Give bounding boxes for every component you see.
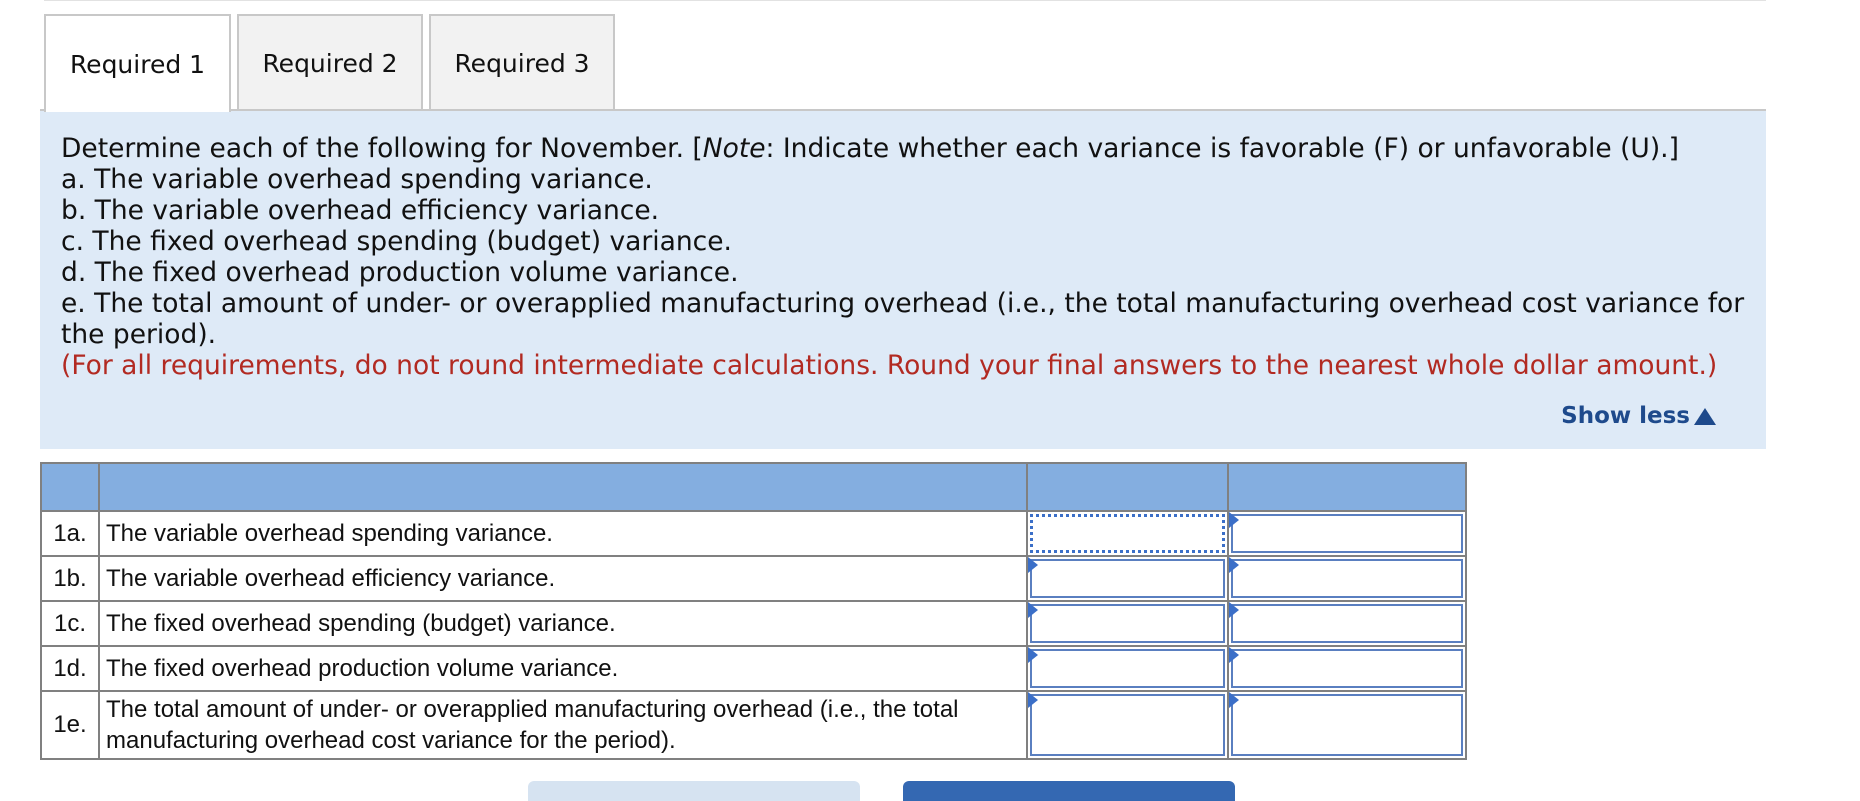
- row-id: 1a.: [41, 511, 99, 556]
- dropdown-flag-icon: [1229, 692, 1239, 708]
- amount-input-1d[interactable]: [1030, 649, 1225, 688]
- table-row: [41, 556, 1466, 601]
- fu-select-1d[interactable]: [1231, 649, 1463, 688]
- fu-cell: [1228, 601, 1466, 646]
- amount-cell: [1027, 556, 1228, 601]
- instruction-item-b: b. The variable overhead efficiency variance.: [61, 195, 660, 226]
- dropdown-flag-icon: [1028, 557, 1038, 573]
- amount-input-1c[interactable]: [1030, 604, 1225, 643]
- header-cell-fu: [1228, 463, 1466, 511]
- instruction-lead: Determine each of the following for November. [Note: Indicate whether each variance is favorable (F) or unfavorable (U).]: [61, 133, 1679, 164]
- table-row: [41, 646, 1466, 691]
- instruction-item-c: c. The fixed overhead spending (budget) variance.: [61, 226, 732, 257]
- header-cell-amount: [1027, 463, 1228, 511]
- header-cell-description: [99, 463, 1027, 511]
- previous-button[interactable]: [528, 781, 860, 801]
- instruction-item-a: a. The variable overhead spending variance.: [61, 164, 653, 195]
- row-label: The fixed overhead spending (budget) variance.: [99, 601, 1027, 646]
- fu-cell: [1228, 691, 1466, 759]
- show-less-link[interactable]: [1561, 401, 1716, 432]
- table-row: [41, 511, 1466, 556]
- fu-select-1a[interactable]: [1231, 514, 1463, 553]
- header-cell-id: [41, 463, 99, 511]
- dropdown-flag-icon: [1229, 647, 1239, 663]
- fu-select-1b[interactable]: [1231, 559, 1463, 598]
- fu-select-1e[interactable]: [1231, 694, 1463, 756]
- top-divider: [44, 0, 1766, 1]
- fu-cell: [1228, 646, 1466, 691]
- tab-required-1[interactable]: Required 1: [44, 14, 231, 112]
- fu-select-1c[interactable]: [1231, 604, 1463, 643]
- dropdown-flag-icon: [1028, 602, 1038, 618]
- rounding-note: (For all requirements, do not round intermediate calculations. Round your final answers to the nearest whole dollar amount.): [61, 350, 1718, 381]
- dropdown-flag-icon: [1229, 557, 1239, 573]
- row-label: The variable overhead efficiency variance.: [99, 556, 1027, 601]
- amount-cell: [1027, 511, 1228, 556]
- table-header-row: [41, 463, 1466, 511]
- dropdown-flag-icon: [1028, 647, 1038, 663]
- instruction-item-d: d. The fixed overhead production volume variance.: [61, 257, 739, 288]
- fu-cell: [1228, 511, 1466, 556]
- row-label: The total amount of under- or overapplied manufacturing overhead (i.e., the total manufacturing overhead cost variance for the period).: [99, 691, 1027, 759]
- amount-input-1a[interactable]: [1030, 514, 1225, 553]
- answer-table: [40, 462, 1467, 760]
- note-word: Note: [702, 133, 766, 164]
- amount-input-1b[interactable]: [1030, 559, 1225, 598]
- amount-input-1e[interactable]: [1030, 694, 1225, 756]
- fu-cell: [1228, 556, 1466, 601]
- dropdown-flag-icon: [1028, 692, 1038, 708]
- amount-cell: [1027, 601, 1228, 646]
- tab-required-3[interactable]: Required 3: [429, 14, 615, 110]
- row-id: 1b.: [41, 556, 99, 601]
- requirement-tabs: [44, 14, 621, 110]
- row-label: The fixed overhead production volume variance.: [99, 646, 1027, 691]
- instructions-panel: [40, 111, 1766, 449]
- row-id: 1e.: [41, 691, 99, 759]
- show-less-label: Show less: [1561, 403, 1690, 429]
- row-id: 1d.: [41, 646, 99, 691]
- table-row: [41, 691, 1466, 759]
- triangle-up-icon: [1694, 408, 1716, 425]
- row-label: The variable overhead spending variance.: [99, 511, 1027, 556]
- row-id: 1c.: [41, 601, 99, 646]
- dropdown-flag-icon: [1229, 602, 1239, 618]
- dropdown-flag-icon: [1229, 512, 1239, 528]
- amount-cell: [1027, 646, 1228, 691]
- table-row: [41, 601, 1466, 646]
- amount-cell: [1027, 691, 1228, 759]
- tab-required-2[interactable]: Required 2: [237, 14, 423, 110]
- instruction-item-e: e. The total amount of under- or overapplied manufacturing overhead (i.e., the total manufacturing overhead cost variance for the period).: [61, 288, 1745, 350]
- next-button[interactable]: [903, 781, 1235, 801]
